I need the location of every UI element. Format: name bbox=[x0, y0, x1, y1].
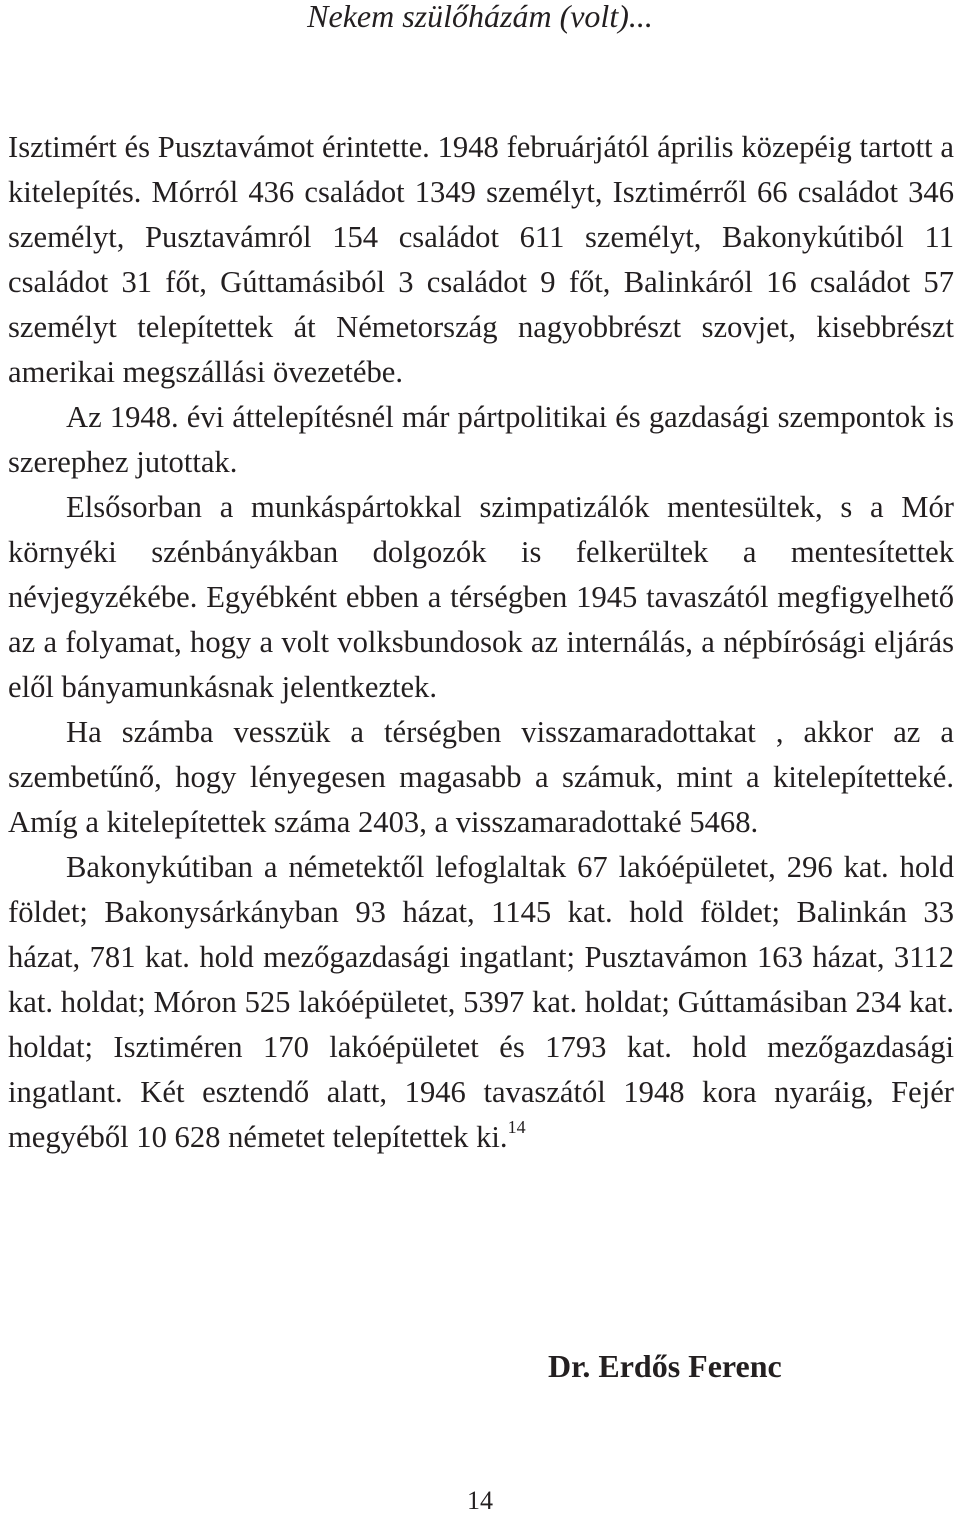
paragraph-3: Elsősorban a munkáspártokkal szimpatizálók mentesültek, s a Mór környéki szénbányákban dolgozók is felkerültek a mentesítettek névjegyzékébe. Egyébként ebben a térségben 1945 tavaszától megfigyelhető az a folyamat, hogy a volt volksbundosok az internálás, a népbírósági eljárás elől bányamunkásnak jelentkeztek. bbox=[8, 490, 954, 704]
page-number: 14 bbox=[467, 1486, 493, 1515]
author-signature: Dr. Erdős Ferenc bbox=[548, 1348, 782, 1384]
body-text bbox=[8, 125, 954, 1160]
paragraph-5-text: Bakonykútiban a németektől lefoglaltak 67 lakóépületet, 296 kat. hold földet; Bakonysárkányban 93 házat, 1145 kat. hold földet; Balinkán 33 házat, 781 kat. hold mezőgazdasági ingatlant; Pusztavámon 163 házat, 3112 kat. holdat; Móron 525 lakóépületet, 5397 kat. holdat; Gúttamásiban 234 kat. holdat; Isztiméren 170 lakóépületet és 1793 kat. hold mezőgazdasági ingatlant. Két esztendő alatt, 1946 tavaszától 1948 kora nyaráig, Fejér megyéből 10 628 németet telepítettek ki. bbox=[8, 850, 954, 1154]
paragraph-2: Az 1948. évi áttelepítésnél már pártpolitikai és gazdasági szempontok is szerephez jutottak. bbox=[8, 400, 954, 479]
footnote-reference[interactable]: 14 bbox=[507, 1117, 526, 1137]
running-title: Nekem szülőházám (volt)... bbox=[307, 0, 653, 34]
paragraph-4: Ha számba vesszük a térségben visszamaradottakat , akkor az a szembetűnő, hogy lényegesen magasabb a számuk, mint a kitelepítetteké. Amíg a kitelepítettek száma 2403, a visszamaradottaké 5468. bbox=[8, 715, 954, 839]
paragraph-1: Isztimért és Pusztavámot érintette. 1948 februárjától április közepéig tartott a kitelepítés. Mórról 436 családot 1349 személyt, Isztimérről 66 családot 346 személyt, Pusztavámról 154 családot 611 személyt, Bakonykútiból 11 családot 31 főt, Gúttamásiból 3 családot 9 főt, Balinkáról 16 családot 57 személyt telepítettek át Németország nagyobbrészt szovjet, kisebbrészt amerikai megszállási övezetébe. bbox=[8, 130, 954, 389]
paragraph-5 bbox=[8, 845, 954, 1160]
